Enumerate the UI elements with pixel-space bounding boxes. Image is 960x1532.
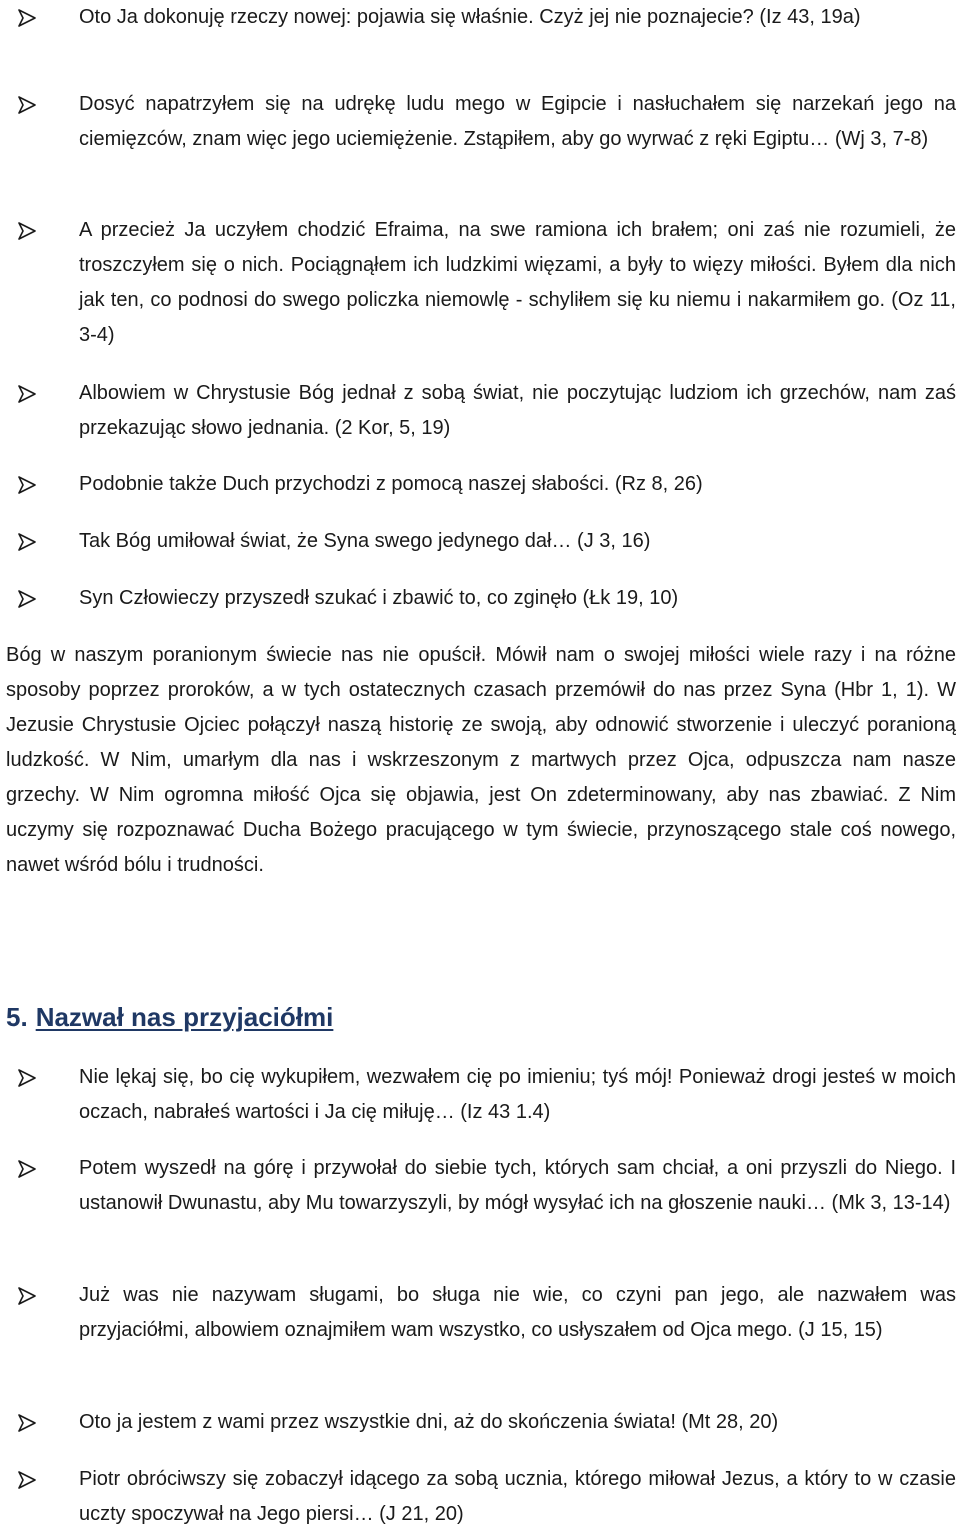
arrowhead-bullet-icon	[14, 1278, 40, 1313]
list-item-text: Tak Bóg umiłował świat, że Syna swego jedynego dał… (J 3, 16)	[79, 530, 651, 552]
section-title: Nazwał nas przyjaciółmi	[35, 1002, 334, 1032]
list-item-text: Podobnie także Duch przychodzi z pomocą naszej słabości. (Rz 8, 26)	[79, 473, 703, 495]
arrowhead-bullet-icon	[14, 1405, 40, 1440]
arrowhead-bullet-icon	[14, 581, 40, 616]
arrowhead-bullet-icon	[14, 1060, 40, 1095]
list-item	[6, 524, 956, 559]
list-item	[6, 0, 956, 35]
arrowhead-bullet-icon	[14, 1151, 40, 1186]
list-item	[6, 1462, 956, 1532]
list-item-text: Piotr obróciwszy się zobaczył idącego za sobą ucznia, którego miłował Jezus, a który to w czasie uczty spoczywał na Jego piersi… (J 21, 20)	[79, 1468, 956, 1525]
arrowhead-bullet-icon	[14, 524, 40, 559]
list-item-text: Syn Człowieczy przyszedł szukać i zbawić to, co zginęło (Łk 19, 10)	[79, 587, 679, 609]
arrowhead-bullet-icon	[14, 87, 40, 122]
list-item-text: Oto Ja dokonuję rzeczy nowej: pojawia się właśnie. Czyż jej nie poznajecie? (Iz 43, 19a)	[79, 6, 861, 28]
section-heading	[6, 999, 956, 1035]
list-item-text: Potem wyszedł na górę i przywołał do siebie tych, których sam chciał, a oni przyszli do Niego. I ustanowił Dwunastu, aby Mu towarzyszyli, by mógł wysyłać ich na głoszenie nauki… (Mk 3, 13-14)	[79, 1157, 956, 1214]
arrowhead-bullet-icon	[14, 213, 40, 248]
arrowhead-bullet-icon	[14, 376, 40, 411]
list-item-text: Dosyć napatrzyłem się na udrękę ludu mego w Egipcie i nasłuchałem się narzekań jego na ciemięzców, znam więc jego uciemiężenie. Zstąpiłem, aby go wyrwać z ręki Egiptu… (Wj 3, 7-8)	[79, 93, 956, 150]
list-item-text: Już was nie nazywam sługami, bo sługa nie wie, co czyni pan jego, ale nazwałem was przyjaciółmi, albowiem oznajmiłem wam wszystko, co usłyszałem od Ojca mego. (J 15, 15)	[79, 1284, 956, 1341]
list-item-text: A przecież Ja uczyłem chodzić Efraima, na swe ramiona ich brałem; oni zaś nie rozumieli, że troszczyłem się o nich. Pociągnąłem ich ludzkimi więzami, a były to więzy miłości. Byłem dla nich jak ten, co podnosi do swego policzka niemowlę - schyliłem się ku niemu i nakarmiłem go. (Oz 11, 3-4)	[79, 219, 956, 346]
arrowhead-bullet-icon	[14, 0, 40, 35]
arrowhead-bullet-icon	[14, 467, 40, 502]
body-paragraph: Bóg w naszym poranionym świecie nas nie opuścił. Mówił nam o swojej miłości wiele razy i na różne sposoby poprzez proroków, a w tych ostatecznych czasach przemówił do nas przez Syna (Hbr 1, 1). W Jezusie Chrystusie Ojciec połączył naszą historię ze swoją, aby odnowić stworzenie i uleczyć poranioną ludzkość. W Nim, umarłym dla nas i wskrzeszonym z martwych przez Ojca, odpuszcza nam nasze grzechy. W Nim ogromna miłość Ojca się objawia, jest On zdeterminowany, aby nas zbawiać. Z Nim uczymy się rozpoznawać Ducha Bożego pracującego w tym świecie, przynoszącego stale coś nowego, nawet wśród bólu i trudności.	[6, 644, 956, 876]
list-item-text: Oto ja jestem z wami przez wszystkie dni, aż do skończenia świata! (Mt 28, 20)	[79, 1411, 779, 1433]
list-item	[6, 87, 956, 157]
list-item	[6, 376, 956, 446]
list-item	[6, 1151, 956, 1221]
arrowhead-bullet-icon	[14, 1462, 40, 1497]
list-item	[6, 1060, 956, 1130]
section-number: 5.	[6, 1002, 28, 1032]
list-item	[6, 1405, 956, 1440]
list-item-text: Nie lękaj się, bo cię wykupiłem, wezwałem cię po imieniu; tyś mój! Ponieważ drogi jesteś w moich oczach, nabrałeś wartości i Ja cię miłuję… (Iz 43 1.4)	[79, 1066, 956, 1123]
list-item-text: Albowiem w Chrystusie Bóg jednał z sobą świat, nie poczytując ludziom ich grzechów, nam zaś przekazując słowo jednania. (2 Kor, 5, 19)	[79, 382, 956, 439]
list-item	[6, 1278, 956, 1348]
list-item	[6, 581, 956, 616]
list-item	[6, 467, 956, 502]
list-item	[6, 213, 956, 353]
